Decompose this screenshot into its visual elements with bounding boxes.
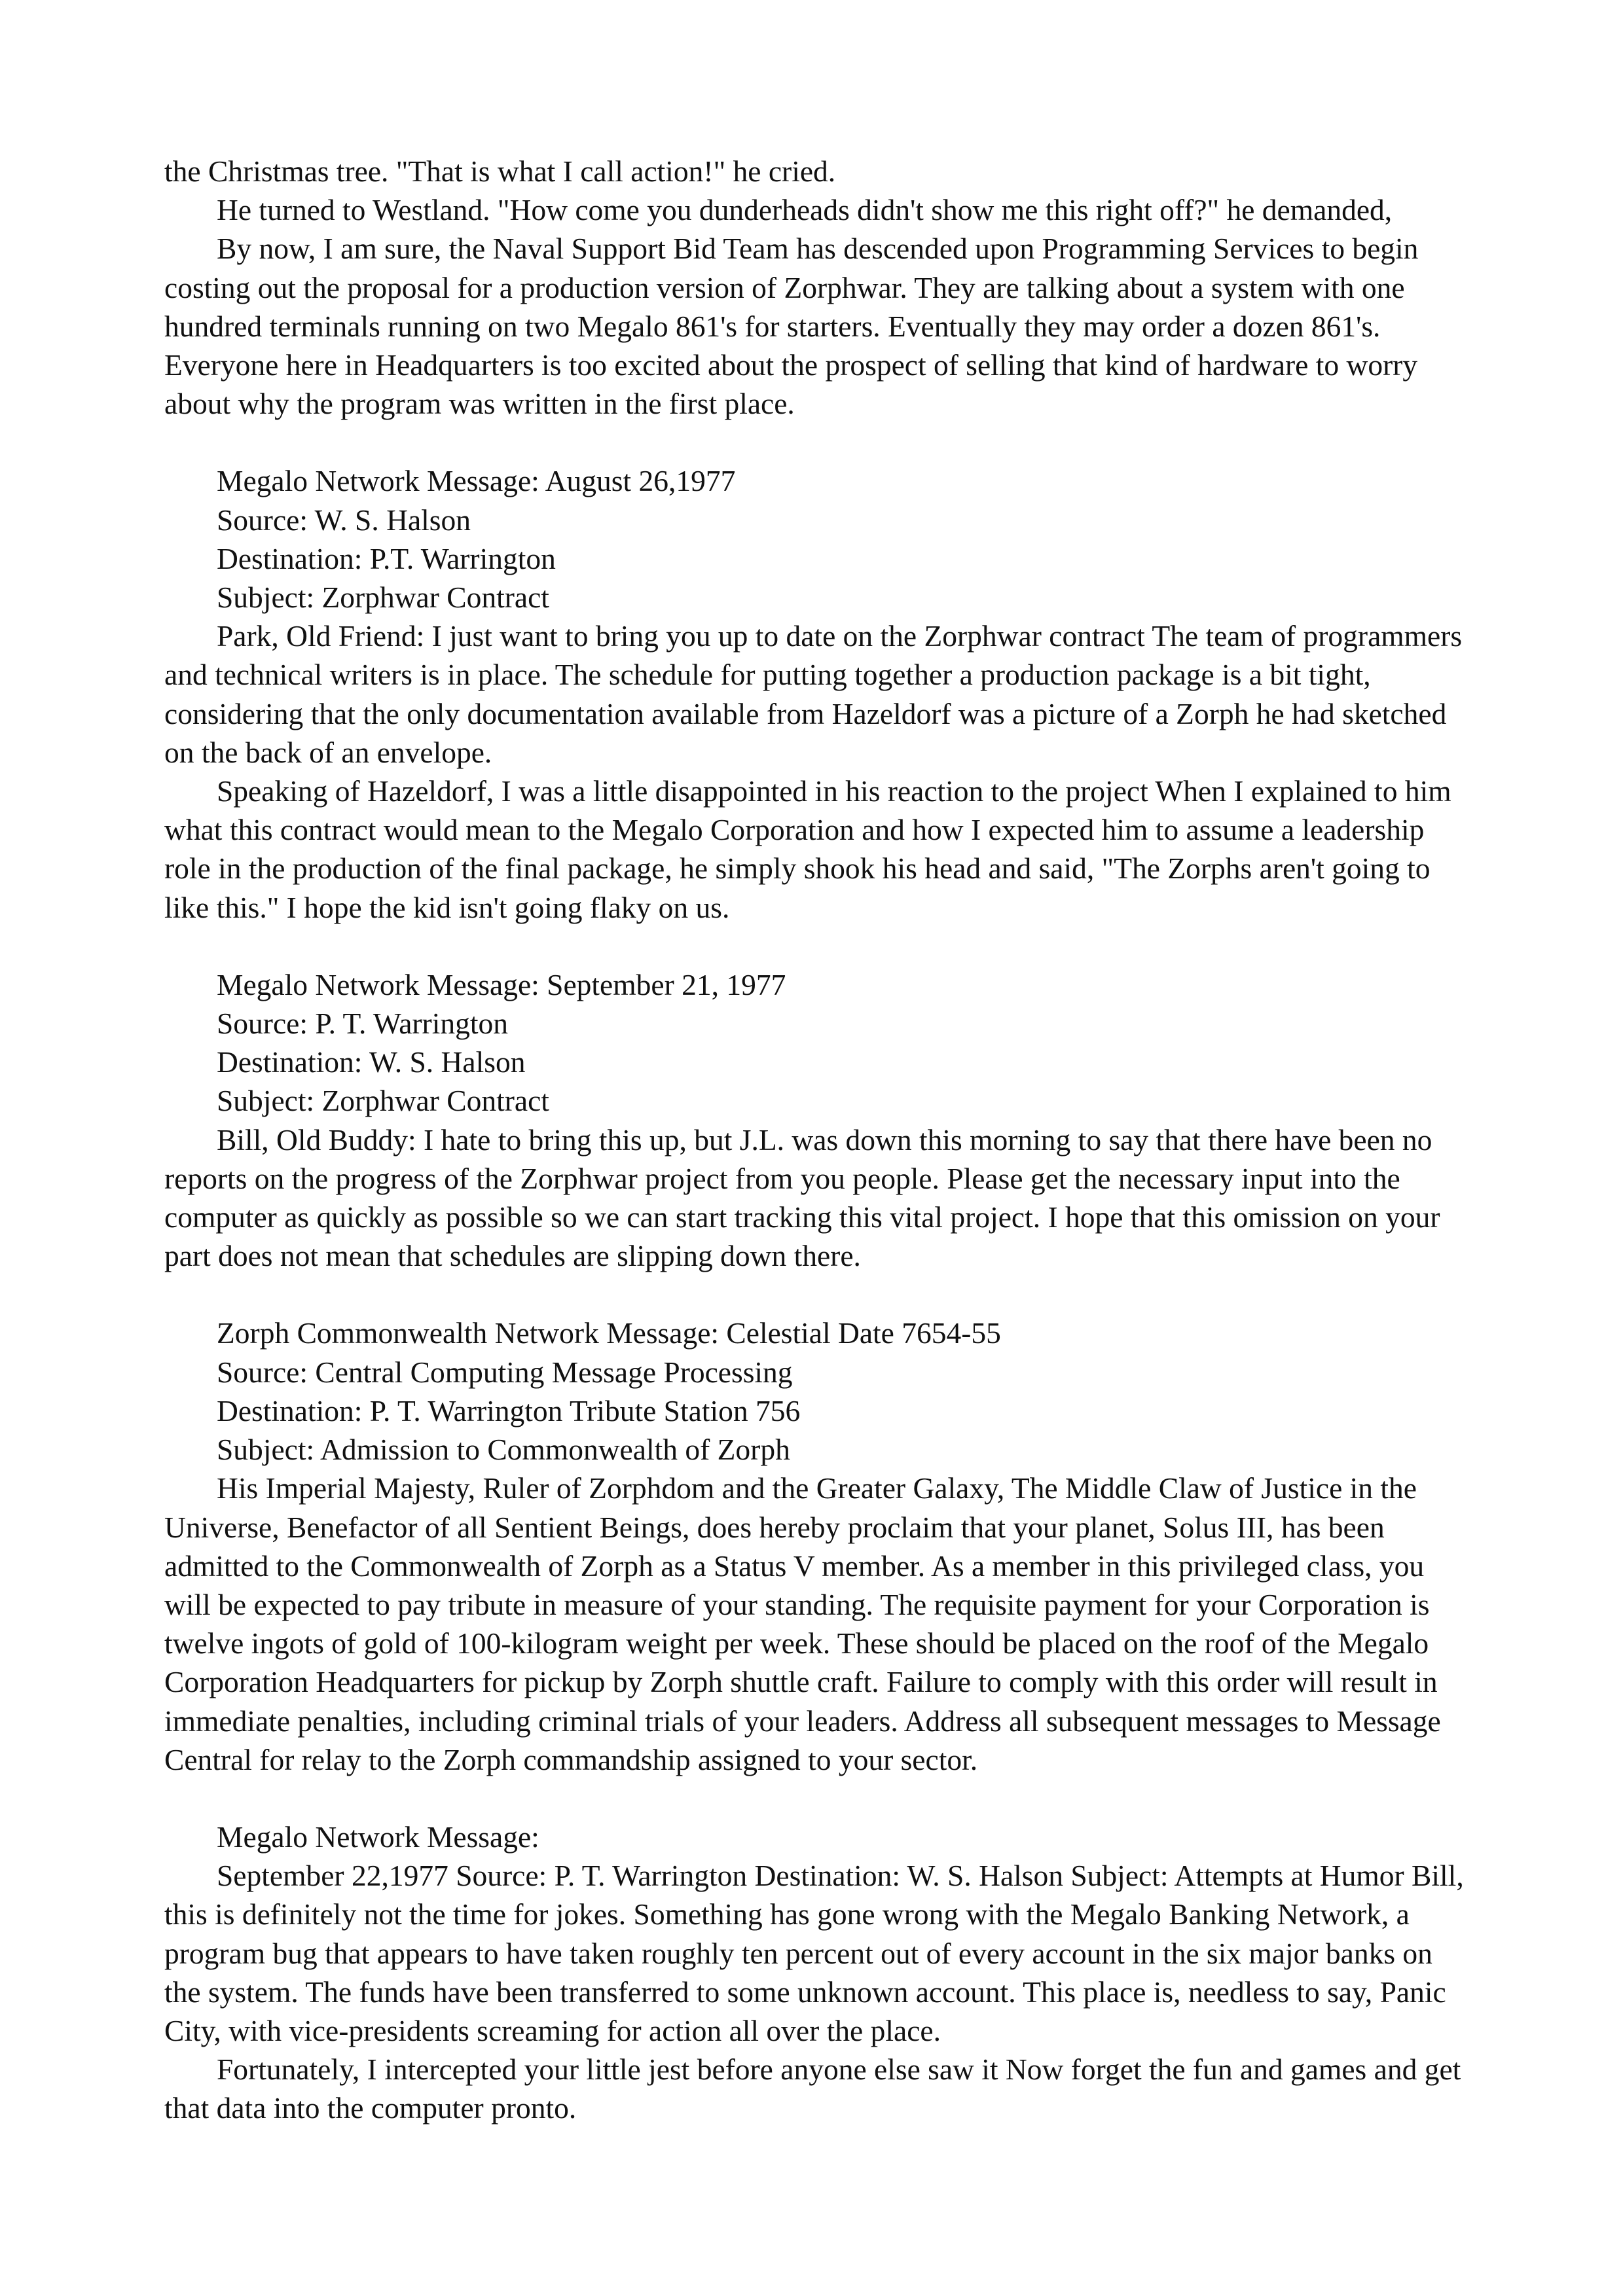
message-2-header: Megalo Network Message: September 21, 1977 bbox=[217, 967, 786, 1001]
message-2-source: Source: P. T. Warrington bbox=[217, 1007, 508, 1041]
paragraph-westland: He turned to Westland. "How come you dunderheads didn't show me this right off?" he demanded, bbox=[217, 193, 1393, 227]
message-3-body: His Imperial Majesty, Ruler of Zorphdom and the Greater Galaxy, The Middle Claw of Justice in the Universe, Benefactor of all Sentient Beings, does hereby proclaim that your planet, Solus III, has been admitted to the Commonwealth of Zorph as a Status V member. As a member in this privileged class, you will be expected to pay tribute in measure of your standing. The requisite payment for your Corporation is twelve ingots of gold of 100-kilogram weight per week. These should be placed on the roof of the Megalo Corporation Headquarters for pickup by Zorph shuttle craft. Failure to comply with this order will result in immediate penalties, including criminal trials of your leaders. Address all subsequent messages to Message Central for relay to the Zorph commandship assigned to your sector. bbox=[164, 1471, 1441, 1776]
paragraph-naval-bid: By now, I am sure, the Naval Support Bid Team has descended upon Programming Services to begin costing out the proposal for a production version of Zorphwar. They are talking about a system with one hundred terminals running on two Megalo 861's for starters. Eventually they may order a dozen 861's. Everyone here in Headquarters is too excited about the prospect of selling that kind of hardware to worry about why the program was written in the first place. bbox=[164, 232, 1419, 421]
message-4-header: Megalo Network Message: bbox=[217, 1820, 539, 1854]
message-3-header: Zorph Commonwealth Network Message: Celestial Date 7654-55 bbox=[217, 1316, 1001, 1350]
message-3-destination: Destination: P. T. Warrington Tribute Station 756 bbox=[217, 1393, 801, 1427]
message-3-source: Source: Central Computing Message Processing bbox=[217, 1355, 793, 1389]
document-page bbox=[164, 152, 1467, 2128]
message-1-header: Megalo Network Message: August 26,1977 bbox=[217, 464, 736, 498]
message-2-destination: Destination: W. S. Halson bbox=[217, 1045, 526, 1079]
message-3-subject: Subject: Admission to Commonwealth of Zorph bbox=[217, 1433, 790, 1467]
message-4-body-1: September 22,1977 Source: P. T. Warrington Destination: W. S. Halson Subject: Attempts at Humor Bill, this is definitely not the time for jokes. Something has gone wrong with the Megalo Banking Network, a program bug that appears to have taken roughly ten percent out of every account in the six major banks on the system. The funds have been transferred to some unknown account. This place is, needless to say, Panic City, with vice-presidents screaming for action all over the place. bbox=[164, 1859, 1464, 2047]
message-1-body-2: Speaking of Hazeldorf, I was a little disappointed in his reaction to the project When I explained to him what this contract would mean to the Megalo Corporation and how I expected him to assume a leadership role in the production of the final package, he simply shook his head and said, "The Zorphs aren't going to like this." I hope the kid isn't going flaky on us. bbox=[164, 774, 1451, 924]
message-2-body: Bill, Old Buddy: I hate to bring this up, but J.L. was down this morning to say that there have been no reports on the progress of the Zorphwar project from you people. Please get the necessary input into the computer as quickly as possible so we can start tracking this vital project. I hope that this omission on your part does not mean that schedules are slipping down there. bbox=[164, 1122, 1440, 1273]
message-4-body-2: Fortunately, I intercepted your little jest before anyone else saw it Now forget the fun and games and get that data into the computer pronto. bbox=[164, 2053, 1461, 2125]
paragraph-continuation: the Christmas tree. "That is what I call action!" he cried. bbox=[164, 154, 836, 188]
message-2-subject: Subject: Zorphwar Contract bbox=[217, 1084, 549, 1118]
message-1-subject: Subject: Zorphwar Contract bbox=[217, 581, 549, 615]
message-1-destination: Destination: P.T. Warrington bbox=[217, 541, 556, 575]
message-1-source: Source: W. S. Halson bbox=[217, 503, 471, 537]
message-1-body-1: Park, Old Friend: I just want to bring you up to date on the Zorphwar contract The team of programmers and technical writers is in place. The schedule for putting together a production package is a bit tight, considering that the only documentation available from Hazeldorf was a picture of a Zorph he had sketched on the back of an envelope. bbox=[164, 619, 1463, 769]
